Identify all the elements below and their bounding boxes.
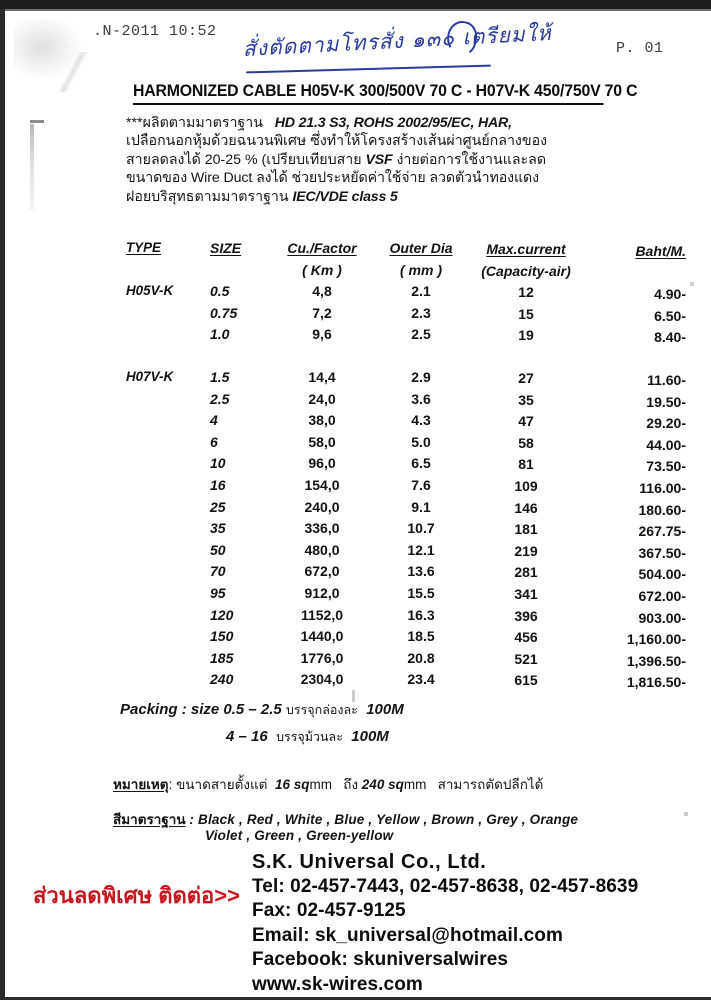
cell-size: 1.5 bbox=[210, 368, 230, 385]
cell-outer-dia: 3.6 bbox=[411, 390, 431, 407]
remark-label: หมายเหตุ bbox=[113, 777, 169, 792]
scan-smudge bbox=[30, 124, 34, 210]
cell-cu-factor: 1440,0 bbox=[300, 628, 344, 645]
subheader-cu-unit: ( Km ) bbox=[302, 261, 342, 278]
remark-mm-b: mm bbox=[403, 777, 427, 792]
table-row bbox=[126, 455, 686, 477]
cell-cu-factor: 480,0 bbox=[304, 541, 340, 558]
intro-line3c: ง่ายต่อการใช้งานและลด bbox=[396, 151, 547, 168]
table-row bbox=[126, 563, 686, 585]
table-rows-host bbox=[126, 283, 686, 693]
cell-max-current: 19 bbox=[518, 327, 534, 344]
table-row bbox=[126, 391, 686, 413]
table-row bbox=[126, 369, 686, 391]
cell-price: 29.20- bbox=[646, 415, 686, 432]
table-subheader-row bbox=[126, 262, 686, 284]
table-header-row bbox=[126, 240, 686, 262]
cell-price: 19.50- bbox=[646, 393, 686, 410]
cell-size: 0.5 bbox=[210, 283, 230, 300]
cell-price: 672.00- bbox=[638, 587, 686, 604]
header-price: Baht/M. bbox=[635, 243, 686, 259]
cell-max-current: 81 bbox=[518, 456, 534, 473]
header-outer-dia: Outer Dia bbox=[389, 240, 453, 256]
document-title: HARMONIZED CABLE H05V-K 300/500V 70 C - H07V-K 450/750V 70 C bbox=[133, 82, 603, 105]
intro-paragraph bbox=[126, 114, 656, 206]
cell-size: 2.5 bbox=[210, 390, 230, 407]
cell-cu-factor: 14,4 bbox=[308, 368, 336, 385]
table-row bbox=[126, 434, 686, 456]
cell-size: 95 bbox=[210, 584, 226, 601]
cell-cu-factor: 38,0 bbox=[308, 412, 336, 429]
cell-cu-factor: 58,0 bbox=[308, 433, 336, 450]
intro-line5a: ฝอยบริสุทธตามมาตราฐาน bbox=[126, 188, 289, 205]
cell-price: 1,160.00- bbox=[626, 631, 686, 648]
cell-outer-dia: 9.1 bbox=[411, 498, 431, 515]
cell-price: 4.90- bbox=[654, 286, 686, 303]
cell-outer-dia: 6.5 bbox=[411, 455, 431, 472]
packing-thai-1: บรรจุกล่องละ bbox=[285, 703, 358, 717]
cell-outer-dia: 12.1 bbox=[407, 541, 435, 558]
packing-line-2 bbox=[226, 727, 389, 747]
cell-max-current: 35 bbox=[518, 391, 534, 408]
cell-cu-factor: 9,6 bbox=[312, 326, 332, 343]
cell-price: 367.50- bbox=[638, 544, 686, 561]
cell-max-current: 27 bbox=[518, 369, 534, 386]
cell-max-current: 396 bbox=[514, 607, 538, 624]
cell-outer-dia: 13.6 bbox=[407, 563, 435, 580]
cell-price: 8.40- bbox=[654, 329, 686, 346]
cell-type: H07V-K bbox=[126, 368, 174, 384]
intro-line4: ขนาดของ Wire Duct ลงได้ ช่วยประหยัดค่าใช้จ่าย ลวดตัวนำทองแดง bbox=[126, 170, 539, 187]
table-row bbox=[126, 326, 686, 348]
cell-size: 10 bbox=[210, 455, 226, 472]
contact-fax: Fax: 02-457-9125 bbox=[252, 900, 406, 921]
cell-outer-dia: 5.0 bbox=[411, 433, 431, 450]
table-row bbox=[126, 412, 686, 434]
cell-type: H05V-K bbox=[126, 283, 174, 299]
remark-mm-a: mm bbox=[309, 777, 332, 792]
cell-max-current: 146 bbox=[514, 499, 538, 516]
cell-size: 50 bbox=[210, 541, 226, 558]
colors-list-1: : Black , Red , White , Blue , Yellow , Brown , Grey , Orange bbox=[189, 812, 579, 827]
company-name: S.K. Universal Co., Ltd. bbox=[252, 851, 487, 873]
table-row bbox=[126, 499, 686, 521]
intro-line3a: สายลดลงได้ 20-25 % (เปรียบเทียบสาย bbox=[126, 151, 362, 168]
header-size: SIZE bbox=[210, 240, 242, 256]
cell-price: 903.00- bbox=[638, 609, 686, 626]
cell-cu-factor: 672,0 bbox=[304, 563, 340, 580]
colors-label: สีมาตราฐาน bbox=[113, 812, 186, 827]
cell-outer-dia: 2.5 bbox=[411, 326, 431, 343]
contact-facebook[interactable]: Facebook: skuniversalwires bbox=[252, 949, 509, 970]
cell-size: 150 bbox=[210, 628, 234, 645]
cell-max-current: 341 bbox=[514, 585, 538, 602]
contact-website[interactable]: www.sk-wires.com bbox=[252, 973, 423, 995]
cell-outer-dia: 20.8 bbox=[407, 649, 435, 666]
cell-max-current: 281 bbox=[514, 564, 538, 581]
subheader-dia-unit: ( mm ) bbox=[400, 261, 442, 278]
cell-cu-factor: 24,0 bbox=[308, 390, 336, 407]
cell-price: 44.00- bbox=[646, 436, 686, 453]
intro-iec-class: IEC/VDE class 5 bbox=[292, 188, 398, 205]
header-type: TYPE bbox=[126, 240, 161, 255]
cell-size: 4 bbox=[210, 412, 218, 429]
scan-top-hairline bbox=[0, 9, 711, 11]
table-row bbox=[126, 477, 686, 499]
intro-line2: เปลือกนอกหุ้มด้วยฉนวนพิเศษ ซึ่งทำให้โครงสร้างเส้นผ่าศูนย์กลางของ bbox=[126, 133, 548, 150]
packing-qty-2: 100M bbox=[351, 728, 389, 745]
table-row bbox=[126, 520, 686, 542]
table-row bbox=[126, 628, 686, 650]
cell-outer-dia: 2.3 bbox=[411, 304, 431, 321]
contact-email[interactable]: Email: sk_universal@hotmail.com bbox=[252, 924, 563, 946]
cell-size: 16 bbox=[210, 476, 226, 493]
colors-list-2: Violet , Green , Green-yellow bbox=[205, 828, 394, 843]
remark-text-c: สามารถตัดปลีกได้ bbox=[437, 777, 544, 792]
cell-size: 25 bbox=[210, 498, 226, 515]
cell-outer-dia: 7.6 bbox=[411, 476, 431, 493]
intro-vsf-ref: VSF bbox=[365, 151, 393, 168]
table-row bbox=[126, 671, 686, 693]
cell-max-current: 521 bbox=[514, 650, 538, 667]
cell-max-current: 456 bbox=[514, 629, 538, 646]
cell-outer-dia: 16.3 bbox=[407, 606, 435, 623]
cell-outer-dia: 18.5 bbox=[407, 628, 435, 645]
fax-timestamp: .N-2011 10:52 bbox=[93, 23, 217, 40]
cable-specification-table bbox=[126, 240, 686, 693]
scan-top-border bbox=[0, 0, 711, 9]
cell-cu-factor: 1152,0 bbox=[300, 606, 344, 623]
remark-line bbox=[113, 773, 543, 795]
cell-cu-factor: 4,8 bbox=[312, 283, 332, 300]
header-cu-factor: Cu./Factor bbox=[287, 240, 357, 256]
handwritten-note: สั่งตัดตามโทรสั่ง ๑๓๐ เตรียมให้ bbox=[242, 20, 553, 62]
cell-max-current: 47 bbox=[518, 413, 534, 430]
packing-thai-2: บรรจุม้วนละ bbox=[276, 730, 343, 744]
packing-line-1 bbox=[120, 700, 404, 720]
cell-size: 70 bbox=[210, 563, 226, 580]
scan-fleck bbox=[690, 282, 694, 286]
header-max-current: Max.current bbox=[486, 241, 566, 257]
company-contact-block bbox=[252, 850, 638, 997]
cell-price: 73.50- bbox=[646, 458, 686, 475]
table-row bbox=[126, 607, 686, 629]
cell-size: 120 bbox=[210, 606, 234, 623]
table-row bbox=[126, 650, 686, 672]
packing-label: Packing : size 0.5 – 2.5 bbox=[120, 701, 282, 718]
cell-cu-factor: 912,0 bbox=[304, 584, 340, 601]
cell-max-current: 12 bbox=[518, 284, 534, 301]
cell-price: 1,396.50- bbox=[626, 652, 686, 669]
cell-cu-factor: 336,0 bbox=[304, 520, 340, 537]
cell-outer-dia: 15.5 bbox=[407, 584, 435, 601]
subheader-current-unit: (Capacity-air) bbox=[481, 262, 571, 279]
intro-standards: HD 21.3 S3, ROHS 2002/95/EC, HAR, bbox=[274, 115, 512, 131]
cell-cu-factor: 240,0 bbox=[304, 498, 340, 515]
table-row bbox=[126, 305, 686, 327]
cell-price: 180.60- bbox=[638, 501, 686, 518]
cell-cu-factor: 96,0 bbox=[308, 455, 336, 472]
cell-price: 6.50- bbox=[654, 307, 686, 324]
cell-max-current: 58 bbox=[518, 434, 534, 451]
standard-colors-line bbox=[113, 808, 578, 830]
table-row bbox=[126, 283, 686, 305]
cell-price: 267.75- bbox=[638, 523, 686, 540]
promo-discount-text: ส่วนลดพิเศษ ติดต่อ>> bbox=[33, 883, 240, 908]
cell-size: 185 bbox=[210, 649, 234, 666]
table-row bbox=[126, 585, 686, 607]
cell-outer-dia: 4.3 bbox=[411, 412, 431, 429]
cell-max-current: 181 bbox=[514, 521, 538, 538]
cell-size: 6 bbox=[210, 433, 218, 450]
cell-size: 0.75 bbox=[210, 304, 238, 321]
cell-price: 11.60- bbox=[647, 371, 686, 388]
packing-qty-1: 100M bbox=[366, 701, 404, 718]
cell-max-current: 615 bbox=[514, 672, 538, 689]
scan-tick-mark bbox=[30, 120, 44, 123]
scan-diagonal-streak bbox=[18, 52, 128, 92]
cell-outer-dia: 2.1 bbox=[411, 283, 431, 300]
contact-tel: Tel: 02-457-7443, 02-457-8638, 02-457-8639 bbox=[252, 875, 639, 897]
cell-size: 240 bbox=[210, 671, 234, 688]
fax-page-marker: P. 01 bbox=[616, 40, 664, 57]
cell-cu-factor: 2304,0 bbox=[300, 671, 344, 688]
cell-price: 1,816.50- bbox=[626, 674, 686, 691]
cell-price: 116.00- bbox=[639, 479, 686, 496]
cell-price: 504.00- bbox=[638, 566, 686, 583]
cell-outer-dia: 23.4 bbox=[407, 671, 435, 688]
packing-range-2: 4 – 16 bbox=[226, 728, 268, 745]
cell-max-current: 15 bbox=[518, 305, 534, 322]
cell-outer-dia: 10.7 bbox=[407, 520, 435, 537]
intro-line1-thai: ***ผลิตตามมาตราฐาน bbox=[126, 115, 263, 131]
remark-text-b: ถึง bbox=[343, 777, 359, 792]
scan-left-edge bbox=[0, 9, 5, 1000]
cell-cu-factor: 7,2 bbox=[312, 304, 332, 321]
cell-max-current: 109 bbox=[514, 477, 538, 494]
remark-size-from: 16 sq bbox=[274, 777, 310, 792]
cell-cu-factor: 154,0 bbox=[304, 476, 340, 493]
cell-size: 35 bbox=[210, 520, 226, 537]
cell-cu-factor: 1776,0 bbox=[300, 649, 344, 666]
remark-text-a: : ขนาดสายตั้งแต่ bbox=[168, 777, 268, 792]
table-row bbox=[126, 542, 686, 564]
remark-size-to: 240 sq bbox=[361, 777, 404, 792]
cell-max-current: 219 bbox=[514, 542, 538, 559]
cell-size: 1.0 bbox=[210, 326, 230, 343]
cell-outer-dia: 2.9 bbox=[411, 368, 431, 385]
table-group-gap bbox=[126, 348, 686, 369]
scan-fleck bbox=[684, 812, 688, 816]
